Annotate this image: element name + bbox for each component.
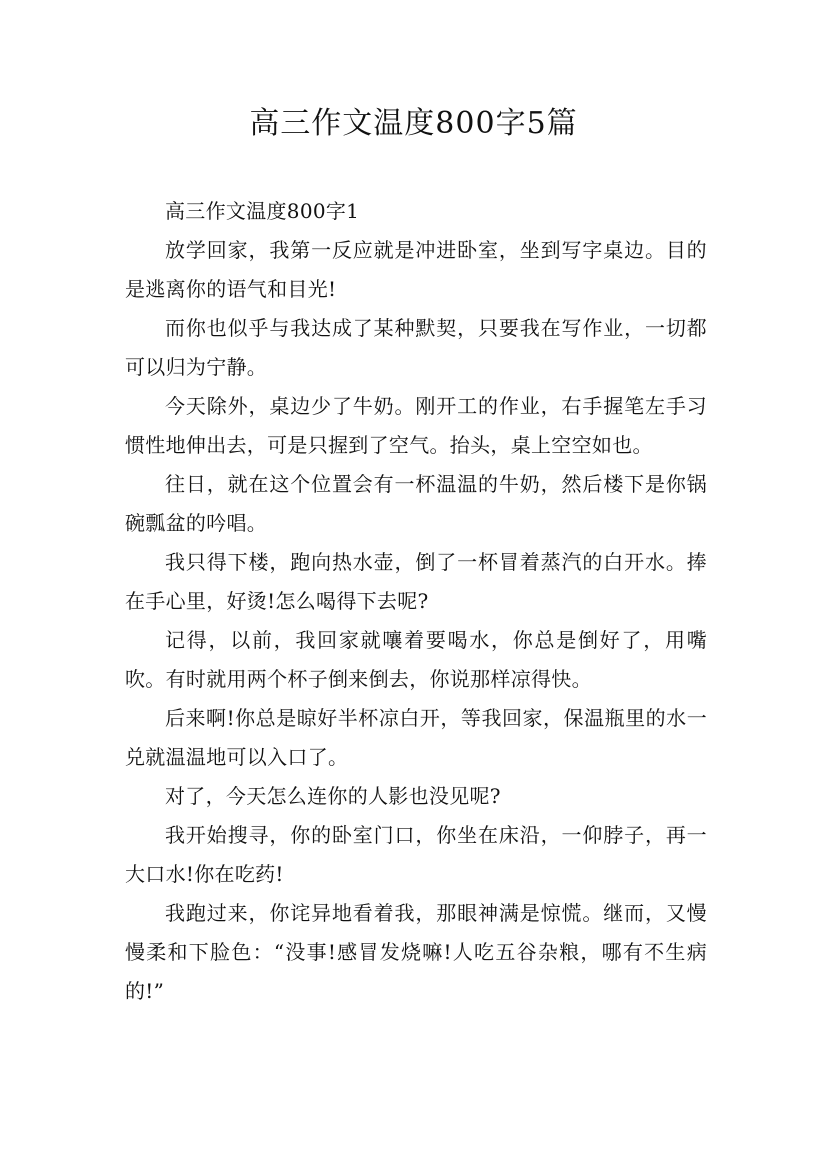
document-body [125,192,707,1011]
paragraph: 记得，以前，我回家就嚷着要喝水，你总是倒好了，用嘴吹。有时就用两个杯子倒来倒去，你说那样凉得快。 [125,628,707,691]
paragraph: 对了，今天怎么连你的人影也没见呢? [165,784,501,808]
document-title: 高三作文温度800字5篇 [249,106,578,141]
paragraph: 我跑过来，你诧异地看着我，那眼神满是惊慌。继而，又慢慢柔和下脸色：“没事!感冒发烧嘛!人吃五谷杂粮，哪有不生病的!” [125,901,707,1003]
paragraph: 我只得下楼，跑向热水壶，倒了一杯冒着蒸汽的白开水。捧在手心里，好烫!怎么喝得下去呢? [125,550,707,613]
paragraph: 我开始搜寻，你的卧室门口，你坐在床沿，一仰脖子，再一大口水!你在吃药! [125,823,707,886]
paragraph: 而你也似乎与我达成了某种默契，只要我在写作业，一切都可以归为宁静。 [125,316,707,379]
paragraph: 今天除外，桌边少了牛奶。刚开工的作业，右手握笔左手习惯性地伸出去，可是只握到了空气。抬头，桌上空空如也。 [125,394,707,457]
paragraph: 往日，就在这个位置会有一杯温温的牛奶，然后楼下是你锅碗瓢盆的吟唱。 [125,472,707,535]
section-heading: 高三作文温度800字1 [165,199,360,223]
paragraph: 后来啊!你总是晾好半杯凉白开，等我回家，保温瓶里的水一兑就温温地可以入口了。 [125,706,707,769]
paragraph: 放学回家，我第一反应就是冲进卧室，坐到写字桌边。目的是逃离你的语气和目光! [125,238,707,301]
